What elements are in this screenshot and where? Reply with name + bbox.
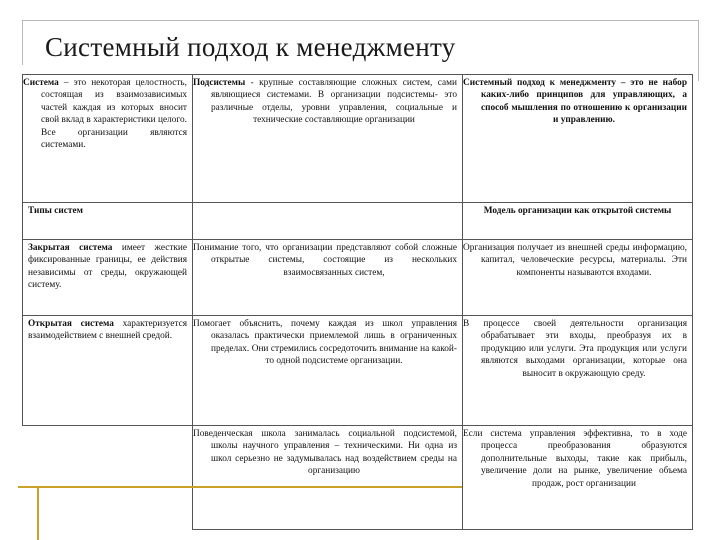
system-definition-cell: [23, 75, 193, 203]
empty-cell: [193, 203, 463, 240]
open-systems-understanding-cell: Понимание того, что организации представляют собой сложные открытые системы, состоящие из нескольких взаимосвязанных систем,: [193, 240, 463, 316]
effective-management-cell: Если система управления эффективна, то в ходе процесса преобразования образуются дополнительные выходы, такие как прибыль, увеличение доли на рынке, увеличение объема продаж, рост организации: [463, 426, 693, 530]
systems-approach-cell: [463, 75, 693, 203]
system-types-header: Типы систем: [23, 203, 193, 240]
page-title: Системный подход к менеджменту: [45, 32, 456, 62]
title-frame-left: [22, 20, 23, 65]
subsystems-definition: - крупные составляющие сложных систем, сами являющиеся системами. В организации подсистемы- это различные отделы, уровни управления, социальные и технические составляющие организации: [211, 78, 457, 126]
table-row: [23, 240, 693, 316]
empty-cell: [23, 426, 193, 530]
table-row: [23, 203, 693, 240]
subsystems-definition-cell: [193, 75, 463, 203]
decorative-gold-line-horizontal: [18, 486, 462, 488]
open-system-term: Открытая система: [28, 319, 114, 329]
organization-process-cell: В процессе своей деятельности организация обрабатывает эти входы, преобразуя их в продукцию или услуги. Эта продукция или услуги являются выходами организации, которые она выносит в окружающую среду.: [463, 316, 693, 426]
organization-inputs-cell: Организация получает из внешней среды информацию, капитал, человеческие ресурсы, материалы. Эти компоненты называются входами.: [463, 240, 693, 316]
closed-system-definition: имеет жесткие фиксированные границы, ее действия независимы от среды, окружающей систему.: [28, 243, 187, 291]
table-row: [23, 426, 693, 530]
closed-system-cell: [23, 240, 193, 316]
subsystems-term: Подсистемы: [193, 78, 246, 88]
behavioral-school-cell: Поведенческая школа занималась социальной подсистемой, школы научного управления – техническими. Ни одна из школ серьезно не задумывалась над воздействием среды на организацию: [193, 426, 463, 530]
decorative-gold-line-vertical: [37, 486, 39, 540]
open-system-model-header: Модель организации как открытой системы: [463, 203, 693, 240]
systems-approach-text: Системный подход к менеджменту – это не набор каких-либо принципов для управляющих, а способ мышления по отношению к организации и управлению.: [463, 78, 687, 126]
table-row: [23, 316, 693, 426]
schools-explanation-cell: Помогает объяснить, почему каждая из школ управления оказалась практически приемлемой лишь в ограниченных пределах. Они стремились сосредоточить внимание на какой-то одной подсистеме организации.: [193, 316, 463, 426]
content-table: [22, 74, 693, 530]
open-system-definition: характеризуется взаимодействием с внешней средой.: [28, 319, 187, 342]
table-row: [23, 75, 693, 203]
system-definition: – это некоторая целостность, состоящая из взаимозависимых частей каждая из которых вносит свой вклад в характеристики целого. Все организации являются системами.: [41, 78, 187, 151]
closed-system-term: Закрытая система: [28, 243, 113, 253]
system-term: Система: [23, 78, 59, 88]
open-system-cell: [23, 316, 193, 426]
